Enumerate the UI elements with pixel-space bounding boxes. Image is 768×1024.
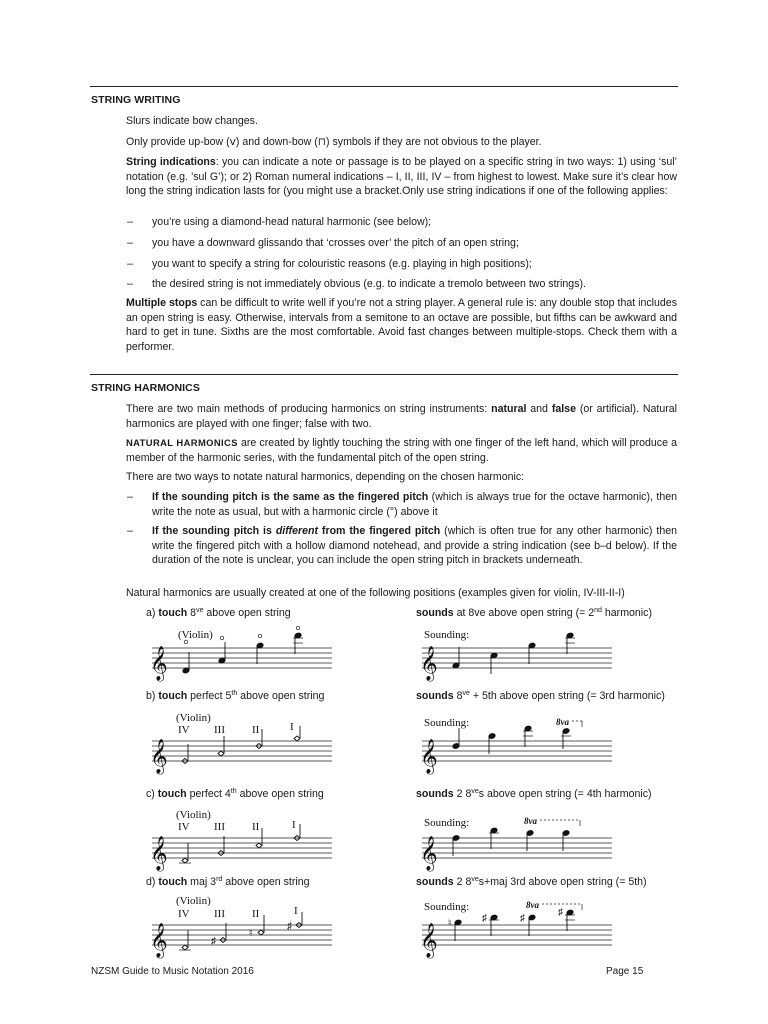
caption-text: above open string — [222, 876, 310, 888]
treble-clef-icon: 𝄞 — [420, 740, 438, 773]
svg-text:♯: ♯ — [211, 936, 216, 947]
bullet-item: the desired string is not immediately obvious (e.g. to indicate a tremolo between two strings). — [152, 278, 586, 290]
caption-text: 8 — [187, 607, 197, 619]
music-staff-example-d-sounds — [416, 894, 616, 958]
caption-sup: ve — [471, 876, 479, 883]
bullet-bold: from the fingered pitch — [318, 525, 441, 537]
string-iv-label: IV — [178, 821, 190, 833]
caption-sup: th — [230, 788, 237, 795]
bullet-dash: – — [127, 525, 133, 537]
bullet-text: (which is always true for the octave harmonic), then write the note as usual, but with a harmonic circle (°) above it — [152, 491, 677, 518]
treble-clef-icon: 𝄞 — [150, 740, 168, 773]
caption-bold: sounds — [416, 607, 454, 619]
bullet-dash: – — [127, 491, 133, 503]
caption-letter: c) — [146, 788, 158, 800]
string-ii-label: II — [252, 821, 260, 833]
caption-text: s+maj 3rd above open string (= 5th) — [478, 876, 647, 888]
caption-text: 2 8 — [453, 876, 472, 888]
string-i-label: I — [290, 721, 294, 733]
false-term: false — [551, 403, 576, 415]
intro-text: There are two main methods of producing harmonics on string instruments: — [126, 403, 492, 415]
caption-bold: touch — [158, 607, 188, 619]
caption-sup: nd — [594, 607, 602, 614]
multiple-stops-label: Multiple stops — [126, 297, 198, 309]
bullet-dash: – — [127, 278, 133, 290]
music-staff-example-a-sounds — [416, 624, 616, 684]
example-a-sounds-caption — [416, 606, 652, 620]
caption-text: s above open string (= 4th harmonic) — [478, 788, 652, 800]
sounding-label: Sounding: — [424, 901, 470, 913]
string-iii-label: III — [214, 908, 225, 920]
caption-bold: touch — [158, 876, 188, 888]
caption-bold: sounds — [416, 690, 454, 702]
sounding-label: Sounding: — [424, 817, 470, 829]
section-divider — [90, 374, 678, 375]
bullet-text: (which is often true for any other harmonic) then write the fingered pitch with a hollow diamond notehead, and provide a string indication (see b–d below). If the duration of the note is unclear, you can include the open string pitch in brackets underneath. — [152, 525, 677, 567]
harmonic-notes — [179, 912, 302, 950]
caption-text: + 5th above open string (= 3rd harmonic) — [469, 690, 665, 702]
music-staff-example-b-touch — [146, 708, 336, 780]
natural-harmonics-paragraph — [126, 436, 677, 465]
string-iii-label: III — [214, 724, 225, 736]
string-indications-paragraph — [126, 155, 677, 199]
ottava-label: 8va — [524, 816, 537, 826]
caption-sup: ve — [196, 607, 204, 614]
bullet-bold: If the sounding pitch is the same as the fingered pitch — [152, 491, 429, 503]
harmonic-bullet-same-pitch — [152, 490, 677, 519]
slurs-paragraph: Slurs indicate bow changes. — [126, 115, 258, 127]
bullet-item: you’re using a diamond-head natural harmonic (see below); — [152, 216, 432, 228]
ottava-label: 8va — [556, 717, 569, 727]
natural-term: natural — [491, 403, 527, 415]
svg-text:♯: ♯ — [482, 913, 487, 924]
multiple-stops-text: can be difficult to write well if you’re not a string player. A general rule is: any double stop that includes an open string is easy. Otherwise, intervals from a semitone to an octave are possible, but fifths can be awkward and hard to get in tune. Sixths are the most comfortable. Avoid fast changes between multiple-stops. Check them with a performer. — [126, 297, 677, 354]
example-c-sounds-caption — [416, 787, 652, 801]
caption-text: above open string — [237, 690, 325, 702]
caption-bold: touch — [157, 788, 187, 800]
caption-sup: ve — [471, 788, 479, 795]
example-a-touch-caption — [146, 606, 291, 620]
positions-paragraph: Natural harmonics are usually created at one of the following positions (examples given for violin, IV-III-II-I) — [126, 587, 625, 599]
notes — [452, 827, 570, 856]
example-b-touch-caption — [146, 689, 324, 703]
music-staff-example-c-sounds — [416, 810, 616, 870]
caption-text: above open string — [236, 788, 324, 800]
treble-clef-icon: 𝄞 — [150, 647, 168, 680]
string-iv-label: IV — [178, 724, 190, 736]
example-b-sounds-caption — [416, 689, 665, 703]
music-staff-example-b-sounds — [416, 712, 616, 778]
harmonics-intro-paragraph — [126, 402, 677, 431]
bullet-dash: – — [127, 258, 133, 270]
caption-sup: th — [231, 690, 238, 697]
harmonic-bullet-different-pitch — [152, 524, 677, 568]
bullet-item: you want to specify a string for colouristic reasons (e.g. playing in high positions); — [152, 258, 532, 270]
string-i-label: I — [292, 819, 296, 831]
sounding-label: Sounding: — [424, 717, 470, 729]
sounding-label: Sounding: — [424, 629, 470, 641]
natural-harmonics-text: are created by lightly touching the string with one finger of the left hand, which will produce a member of the harmonic series, with the fundamental pitch of the open string. — [126, 437, 677, 464]
intro-and: and — [526, 403, 552, 415]
caption-text: 8 — [453, 690, 463, 702]
bowing-paragraph: Only provide up-bow (ⅴ) and down-bow (⊓) symbols if they are not obvious to the player. — [126, 136, 542, 148]
intro-text-end: (or artificial). Natural harmonics are played with one finger; false with two. — [126, 403, 678, 430]
bullet-dash: – — [127, 216, 133, 228]
svg-text:♮: ♮ — [448, 918, 452, 929]
notes — [452, 725, 571, 754]
multiple-stops-paragraph — [126, 296, 677, 355]
caption-bold: sounds — [416, 876, 454, 888]
caption-text: above open string — [203, 607, 291, 619]
harmonic-notes — [182, 726, 300, 764]
string-ii-label: II — [252, 724, 260, 736]
svg-text:♮: ♮ — [249, 928, 253, 939]
treble-clef-icon: 𝄞 — [420, 924, 438, 957]
treble-clef-icon: 𝄞 — [150, 837, 168, 870]
treble-clef-icon: 𝄞 — [420, 837, 438, 870]
music-staff-example-d-touch — [146, 892, 336, 958]
example-d-touch-caption — [146, 875, 309, 889]
example-c-touch-caption — [146, 787, 324, 801]
caption-bold: sounds — [416, 788, 454, 800]
footer-title: NZSM Guide to Music Notation 2016 — [91, 966, 254, 977]
section-divider — [90, 86, 678, 87]
treble-clef-icon: 𝄞 — [420, 647, 438, 680]
violin-label: (Violin) — [178, 629, 213, 641]
caption-letter: b) — [146, 690, 159, 702]
two-ways-paragraph: There are two ways to notate natural harmonics, depending on the chosen harmonic: — [126, 471, 525, 483]
harmonic-notes — [179, 824, 300, 863]
svg-text:♯: ♯ — [287, 921, 292, 932]
bullet-dash: – — [127, 237, 133, 249]
string-i-label: I — [294, 905, 298, 917]
caption-text: perfect 5 — [187, 690, 232, 702]
string-iv-label: IV — [178, 908, 190, 920]
bullet-item: you have a downward glissando that ‘crosses over’ the pitch of an open string; — [152, 237, 519, 249]
bullet-bold-italic: different — [275, 525, 318, 537]
example-d-sounds-caption — [416, 875, 647, 889]
ottava-label: 8va — [526, 900, 539, 910]
violin-label: (Violin) — [176, 712, 211, 724]
natural-harmonics-label: NATURAL HARMONICS — [126, 437, 238, 448]
string-iii-label: III — [214, 821, 225, 833]
caption-letter: d) — [146, 876, 159, 888]
heading-string-writing: STRING WRITING — [91, 94, 181, 106]
svg-text:♯: ♯ — [558, 907, 563, 918]
caption-sup: rd — [216, 876, 223, 883]
caption-text: at 8ve above open string (= 2 — [453, 607, 595, 619]
caption-sup: ve — [462, 690, 470, 697]
violin-label: (Violin) — [176, 809, 211, 821]
caption-text: harmonic) — [601, 607, 652, 619]
string-indications-label: String indications — [126, 156, 216, 168]
svg-text:♯: ♯ — [520, 913, 525, 924]
music-staff-example-c-touch — [146, 806, 336, 870]
caption-text: maj 3 — [187, 876, 217, 888]
page-number: Page 15 — [606, 966, 644, 977]
string-ii-label: II — [252, 908, 260, 920]
caption-bold: touch — [158, 690, 188, 702]
treble-clef-icon: 𝄞 — [150, 924, 168, 957]
bullet-bold: If the sounding pitch is — [152, 525, 276, 537]
heading-string-harmonics: STRING HARMONICS — [91, 382, 200, 394]
violin-label: (Violin) — [176, 895, 211, 907]
music-staff-example-a-touch — [146, 624, 336, 684]
caption-text: perfect 4 — [186, 788, 231, 800]
caption-letter: a) — [146, 607, 159, 619]
caption-text: 2 8 — [453, 788, 472, 800]
string-indications-text: : you can indicate a note or passage is to be played on a specific string in two ways: 1) using ‘sul’ notation (e.g. ’sul G’); or 2) Roman numeral indications – I, II, III, IV – from highest to lowest. Make sure it’s clear how long the string indication lasts for (you might use a bracket.Only use string indications if one of the following applies: — [126, 156, 677, 198]
